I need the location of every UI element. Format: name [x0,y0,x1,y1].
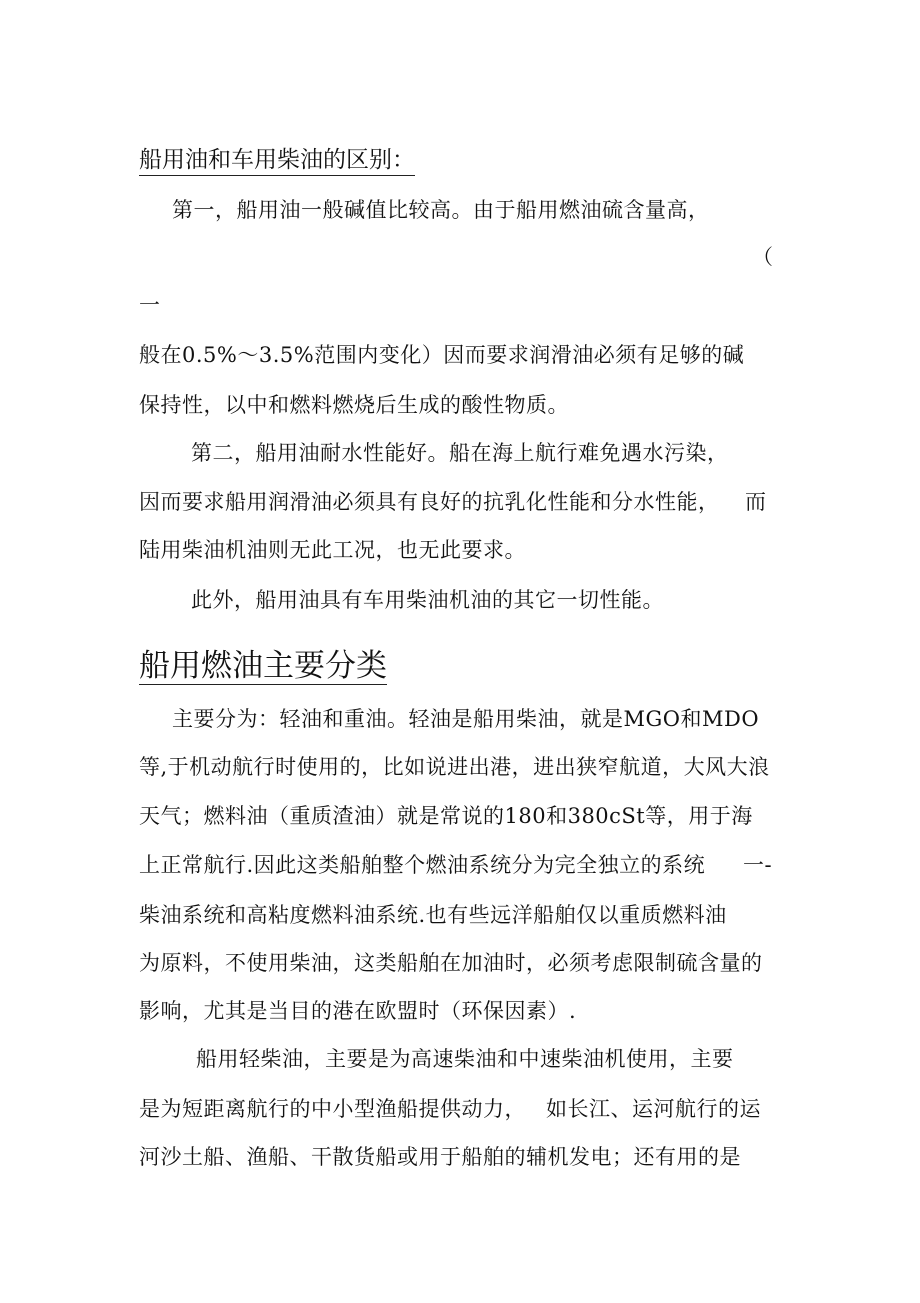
section-heading-differences: 船用油和车用柴油的区别： [139,146,415,176]
paragraph-line: 主要分为：轻油和重油。轻油是船用柴油，就是MGO和MDO [172,707,760,731]
paragraph-line: 如长江、运河航行的运 [546,1097,761,1121]
paragraph-line: 第一，船用油一般碱值比较高。由于船用燃油硫含量高， [172,198,710,222]
paragraph-line: 此外，船用油具有车用柴油机油的其它一切性能。 [191,588,664,612]
paragraph-line: 一- [743,853,773,877]
paragraph-line: 般在0.5%～3.5%范围内变化）因而要求润滑油必须有足够的碱 [139,343,745,367]
section-heading-fuel-categories: 船用燃油主要分类 [139,648,387,684]
paragraph-line: （ [752,245,774,269]
paragraph-line: 保持性，以中和燃料燃烧后生成的酸性物质。 [139,393,569,417]
paragraph-line: 因而要求船用润滑油必须具有良好的抗乳化性能和分水性能， [139,490,720,514]
paragraph-line: 天气；燃料油（重质渣油）就是常说的180和380cSt等，用于海 [139,804,753,828]
paragraph-line: 一 [139,293,161,317]
paragraph-line: 上正常航行.因此这类船舶整个燃油系统分为完全独立的系统 [139,853,706,877]
paragraph-line: 而 [745,490,767,514]
paragraph-line: 河沙土船、渔船、干散货船或用于船舶的辅机发电；还有用的是 [139,1145,741,1169]
paragraph-line: 柴油系统和高粘度燃料油系统.也有些远洋船舶仅以重质燃料油 [139,903,727,927]
paragraph-line: 船用轻柴油，主要是为高速柴油和中速柴油机使用，主要 [196,1047,734,1071]
paragraph-line: 影响，尤其是当目的港在欧盟时（环保因素）. [139,999,577,1023]
paragraph-line: 是为短距离航行的中小型渔船提供动力， [139,1097,526,1121]
paragraph-line: 第二，船用油耐水性能好。船在海上航行难免遇水污染， [191,441,729,465]
paragraph-line: 等,于机动航行时使用的，比如说进出港，进出狭窄航道，大风大浪 [139,755,770,779]
paragraph-line: 陆用柴油机油则无此工况，也无此要求。 [139,538,526,562]
paragraph-line: 为原料，不使用柴油，这类船舶在加油时，必须考虑限制硫含量的 [139,951,763,975]
